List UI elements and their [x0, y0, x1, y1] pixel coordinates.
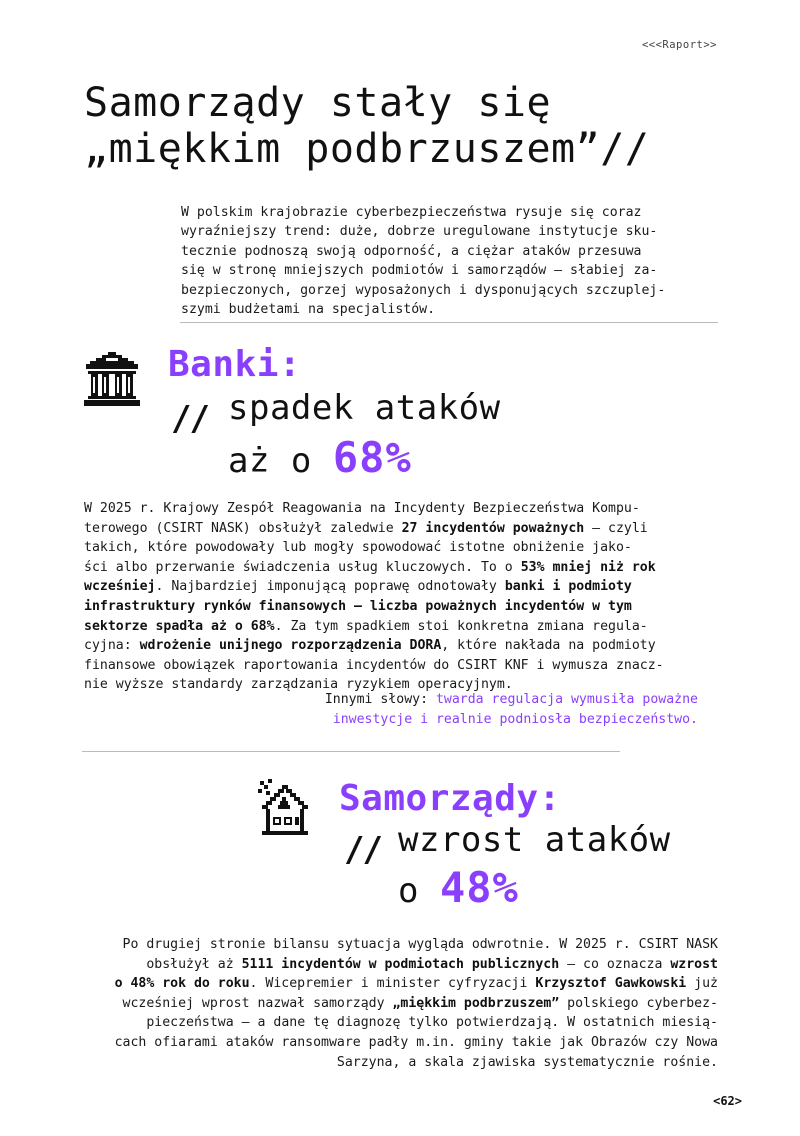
text-run: już [686, 976, 718, 992]
emphasized-text: wcześniej [84, 579, 156, 595]
emphasized-text: 5111 incydentów w podmiotach publicznych [241, 956, 560, 972]
text-run: — co oznacza [559, 956, 671, 972]
text-line [84, 597, 704, 617]
emphasized-text: Krzysztof Gawkowski [535, 976, 687, 992]
text-line [78, 1033, 718, 1053]
intro-line: W polskim krajobrazie cyberbezpieczeństwa rysuje się coraz [181, 205, 642, 220]
emphasized-text: banki i podmioty [504, 579, 632, 595]
text-run: . Wicepremier i minister cyfryzacji [249, 976, 536, 992]
text-line [78, 955, 718, 975]
emphasized-text: o 48% rok do roku [114, 976, 250, 992]
intro-line: szymi budżetami na specjalistów. [181, 302, 436, 318]
text-run: Innymi słowy: [324, 692, 436, 707]
text-run: obsłużył aż [146, 956, 242, 972]
emphasized-text: sektorze spadła aż o 68% [84, 618, 275, 634]
title-line-2: „miękkim podbrzuszem”// [84, 126, 650, 172]
intro-line: bezpieczonych, gorzej wyposażonych i dysponujących szczuplej- [181, 282, 666, 298]
house-fire-icon [252, 777, 314, 839]
intro-line: się w stronę mniejszych podmiotów i samorządów — słabiej za- [181, 263, 658, 279]
slashes-glyph: // [344, 830, 381, 870]
text-run: . Najbardziej imponującą poprawę odnotowały [155, 579, 505, 595]
gov-subheading-line-2 [398, 863, 519, 913]
text-run: nie wyższe standardy zarządzania ryzykiem operacyjnym. [84, 677, 513, 693]
text-run: . Za tym spadkiem stoi konkretna zmiana regula- [274, 618, 648, 634]
gov-subheading-prefix: o [398, 871, 419, 911]
text-line [84, 499, 704, 519]
banks-heading: Banki: [168, 344, 302, 385]
text-line [270, 710, 698, 730]
divider [82, 751, 620, 752]
text-line [84, 617, 704, 637]
banks-subheading-line-2 [228, 433, 412, 483]
intro-paragraph [181, 203, 721, 319]
page-title [84, 80, 744, 172]
intro-line: tecznie podnoszą swoją odporność, a ciężar ataków przesuwa [181, 243, 642, 259]
banks-percentage: 68% [332, 433, 412, 482]
text-run: pieczeństwa — a dane tę diagnozę tylko potwierdzają. W ostatnich miesią- [146, 1015, 718, 1031]
text-line [84, 538, 704, 558]
emphasized-text: wzrost [670, 956, 718, 972]
banks-summary-quote [270, 690, 698, 729]
text-run: polskiego cyberbez- [559, 995, 718, 1011]
banks-subheading-line-1: spadek ataków [228, 388, 501, 428]
highlighted-text: twarda regulacja wymusiła poważne [435, 692, 698, 707]
text-line [84, 558, 704, 578]
gov-heading: Samorządy: [339, 778, 561, 819]
text-run: finansowe obowiązek raportowania incydentów do CSIRT KNF i wymusza znacz- [84, 657, 664, 673]
text-run: cach ofiarami ataków ransomware padły m.in. gminy takie jak Obrazów czy Nowa [114, 1034, 718, 1050]
emphasized-text: wdrożenie unijnego rozporządzenia DORA [139, 638, 442, 654]
text-run: ści albo przerwanie świadczenia usług kluczowych. To o [84, 559, 521, 575]
emphasized-text: 53% mniej niż rok [520, 559, 656, 575]
banks-subheading-prefix: aż o [228, 441, 312, 481]
text-line [78, 1013, 718, 1033]
text-run: — czyli [584, 520, 648, 536]
text-line [84, 656, 704, 676]
text-run: wcześniej wprost nazwał samorządy [122, 995, 393, 1011]
highlighted-text: inwestycje i realnie podniosła bezpieczeństwo. [332, 711, 698, 727]
text-run: takich, które powodowały lub mogły spowodować istotne obniżenie jako- [84, 540, 632, 556]
text-line [84, 636, 704, 656]
title-line-1: Samorządy stały się [84, 80, 552, 126]
text-line [78, 1053, 718, 1073]
emphasized-text: infrastruktury rynków finansowych — liczba poważnych incydentów w tym [84, 598, 632, 614]
text-line [78, 974, 718, 994]
text-line [84, 577, 704, 597]
text-run: cyjna: [84, 638, 140, 654]
text-line [84, 519, 704, 539]
gov-subheading-line-1: wzrost ataków [398, 820, 671, 860]
divider [180, 322, 718, 323]
gov-percentage: 48% [439, 863, 519, 912]
emphasized-text: 27 incydentów poważnych [401, 520, 585, 536]
text-run: , które nakłada na podmioty [441, 638, 656, 654]
report-section-tag: <<<Raport>> [641, 39, 717, 51]
text-run: Sarzyna, a skala zjawiska systematycznie rośnie. [336, 1054, 718, 1070]
text-run: terowego (CSIRT NASK) obsłużył zaledwie [84, 520, 402, 536]
slashes-glyph: // [171, 399, 208, 439]
emphasized-text: „miękkim podbrzuszem” [392, 995, 560, 1011]
intro-line: wyraźniejszy trend: duże, dobrze uregulowane instytucje sku- [181, 224, 658, 240]
text-line [78, 994, 718, 1014]
bank-icon [82, 350, 142, 408]
text-line [78, 935, 718, 955]
page-number: <62> [713, 1094, 742, 1108]
text-line [270, 690, 698, 710]
banks-body-paragraph [84, 499, 704, 695]
gov-body-paragraph [78, 935, 718, 1072]
text-run: Po drugiej stronie bilansu sytuacja wygląda odwrotnie. W 2025 r. CSIRT NASK [122, 937, 718, 952]
text-run: W 2025 r. Krajowy Zespół Reagowania na Incydenty Bezpieczeństwa Kompu- [84, 501, 640, 516]
